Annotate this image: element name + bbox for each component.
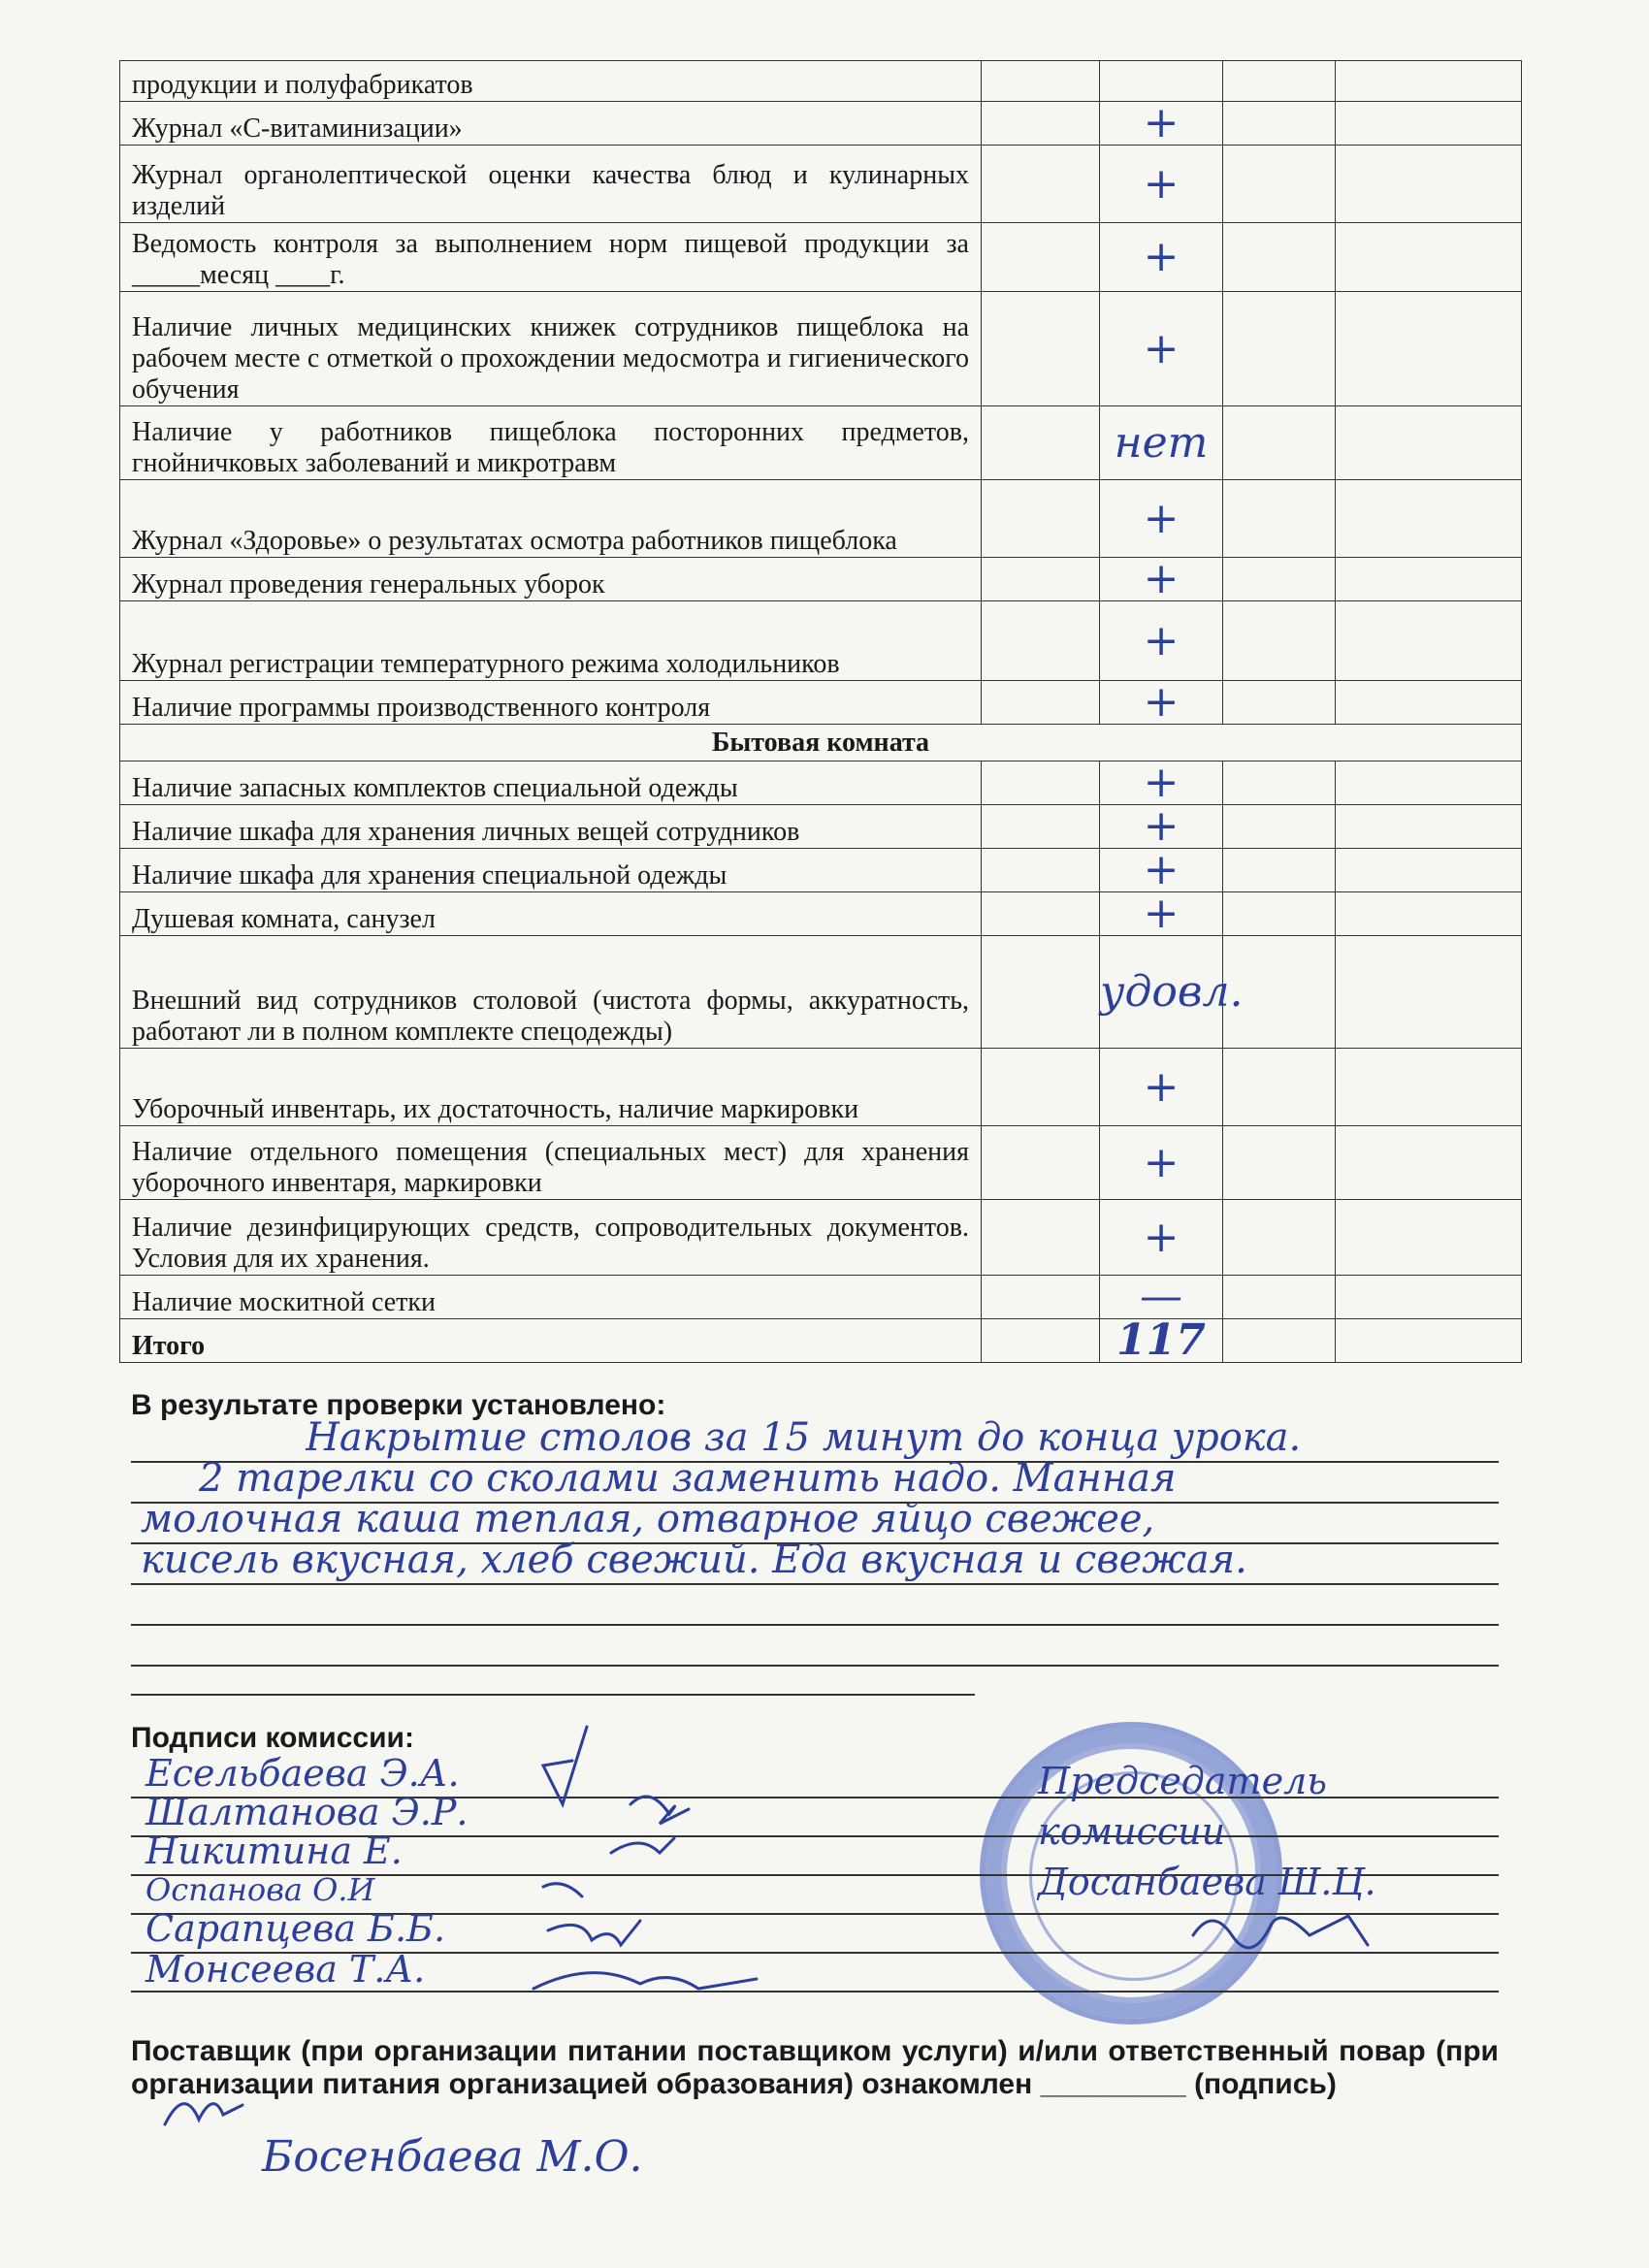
mark-cell: +	[1143, 758, 1180, 807]
mark-cell: +	[1143, 1061, 1180, 1112]
underline	[131, 1665, 1499, 1667]
criterion-cell: Наличие запасных комплектов специальной одежды	[120, 761, 982, 805]
criterion-cell: Наличие отдельного помещения (специальных мест) для хранения уборочного инвентаря, маркировки	[120, 1126, 982, 1200]
section-title: Бытовая комната	[120, 725, 1522, 761]
mark-cell: +	[1143, 493, 1180, 543]
chairman-name: Досанбаева Ш.Ц.	[1038, 1861, 1376, 1903]
chairman-approval	[1038, 1756, 1445, 1907]
checklist-table	[119, 60, 1522, 1363]
table-row	[120, 1200, 1522, 1276]
underline	[131, 1694, 975, 1696]
chairman-title: Председатель	[1038, 1760, 1327, 1802]
table-row	[120, 1126, 1522, 1200]
table-row	[120, 61, 1522, 102]
chairman-title-2: комиссии	[1038, 1810, 1226, 1853]
criterion-cell: Наличие у работников пищеблока посторонних предметов, гнойничковых заболеваний и микротравм	[120, 406, 982, 480]
criterion-cell: Журнал органолептической оценки качества блюд и кулинарных изделий	[120, 146, 982, 223]
underline	[131, 1624, 1499, 1626]
criterion-cell: Наличие шкафа для хранения личных вещей сотрудников	[120, 805, 982, 849]
criterion-cell: Наличие личных медицинских книжек сотрудников пищеблока на рабочем месте с отметкой о прохождении медосмотра и гигиенического обучения	[120, 292, 982, 406]
result-text-line: кисель вкусная, хлеб свежий. Еда вкусная и свежая.	[141, 1539, 1247, 1581]
commission-member: Есельбаева Э.А.	[146, 1752, 460, 1795]
section-row	[120, 725, 1522, 761]
criterion-cell: Журнал проведения генеральных уборок	[120, 558, 982, 601]
commission-member: Оспанова О.И	[146, 1871, 375, 1908]
commission-member: Шалтанова Э.Р.	[146, 1791, 469, 1833]
total-row	[120, 1319, 1522, 1363]
table-row	[120, 480, 1522, 558]
mark-cell: —	[1140, 1272, 1182, 1321]
mark-cell: +	[1143, 677, 1180, 727]
mark-cell: +	[1143, 323, 1180, 373]
total-value: 117	[1116, 1315, 1206, 1365]
criterion-cell: Внешний вид сотрудников столовой (чистота формы, аккуратность, работают ли в полном комплекте спецодежды)	[120, 936, 982, 1049]
table-row	[120, 102, 1522, 146]
criterion-cell: Наличие дезинфицирующих средств, сопроводительных документов. Условия для их хранения.	[120, 1200, 982, 1276]
table-row	[120, 601, 1522, 681]
table-row	[120, 936, 1522, 1049]
criterion-cell: Душевая комната, санузел	[120, 892, 982, 936]
mark-cell: +	[1143, 889, 1180, 938]
mark-cell: +	[1143, 158, 1180, 209]
table-row	[120, 849, 1522, 892]
commission-member: Монсеева Т.А.	[146, 1948, 426, 1991]
underline	[131, 1583, 1499, 1585]
table-row	[120, 1276, 1522, 1319]
table-row	[120, 292, 1522, 406]
criterion-cell: Наличие программы производственного контроля	[120, 681, 982, 725]
supplier-name: Босенбаева М.О.	[262, 2132, 643, 2182]
criterion-cell: Наличие шкафа для хранения специальной одежды	[120, 849, 982, 892]
result-text-line: Накрытие столов за 15 минут до конца урока.	[306, 1416, 1302, 1459]
table-row	[120, 805, 1522, 849]
supplier-signature	[146, 2076, 262, 2154]
result-text-line: молочная каша теплая, отварное яйцо свежее,	[141, 1498, 1155, 1540]
result-text-line: 2 тарелки со сколами заменить надо. Манная	[199, 1457, 1177, 1500]
signature-line	[131, 1991, 1499, 1993]
mark-cell: +	[1143, 615, 1180, 665]
commission-member: Сарапцева Б.Б.	[146, 1907, 446, 1950]
mark-cell: +	[1143, 1212, 1180, 1262]
table-row	[120, 681, 1522, 725]
mark-cell: +	[1143, 1137, 1180, 1187]
table-row	[120, 892, 1522, 936]
signature-scribble	[504, 1707, 776, 2018]
mark-cell: нет	[1114, 417, 1209, 468]
commission-member: Никитина Е.	[146, 1830, 403, 1872]
result-heading: В результате проверки установлено:	[131, 1389, 666, 1421]
mark-cell: +	[1143, 845, 1180, 894]
mark-cell: +	[1143, 98, 1180, 147]
table-row	[120, 146, 1522, 223]
table-row	[120, 761, 1522, 805]
criterion-cell: Журнал «Здоровье» о результатах осмотра работников пищеблока	[120, 480, 982, 558]
criterion-cell: Ведомость контроля за выполнением норм пищевой продукции за _____месяц ____г.	[120, 223, 982, 292]
total-label: Итого	[120, 1319, 982, 1363]
mark-cell: +	[1143, 232, 1180, 281]
supplier-acknowledgement: Поставщик (при организации питании поставщиком услуги) и/или ответственный повар (при организации питания организацией образования) ознакомлен _________ (подпись)	[131, 2035, 1499, 2100]
criterion-cell: продукции и полуфабрикатов	[120, 61, 982, 102]
mark-cell: +	[1143, 801, 1180, 851]
criterion-cell: Наличие москитной сетки	[120, 1276, 982, 1319]
table-row	[120, 223, 1522, 292]
criterion-cell: Журнал регистрации температурного режима холодильников	[120, 601, 982, 681]
criterion-cell: Уборочный инвентарь, их достаточность, наличие маркировки	[120, 1049, 982, 1126]
table-row	[120, 558, 1522, 601]
table-row	[120, 1049, 1522, 1126]
mark-cell: удовл.	[1100, 966, 1244, 1017]
mark-cell: +	[1143, 554, 1180, 603]
criterion-cell: Журнал «С-витаминизации»	[120, 102, 982, 146]
signatures-heading: Подписи комиссии:	[131, 1722, 414, 1754]
table-row	[120, 406, 1522, 480]
